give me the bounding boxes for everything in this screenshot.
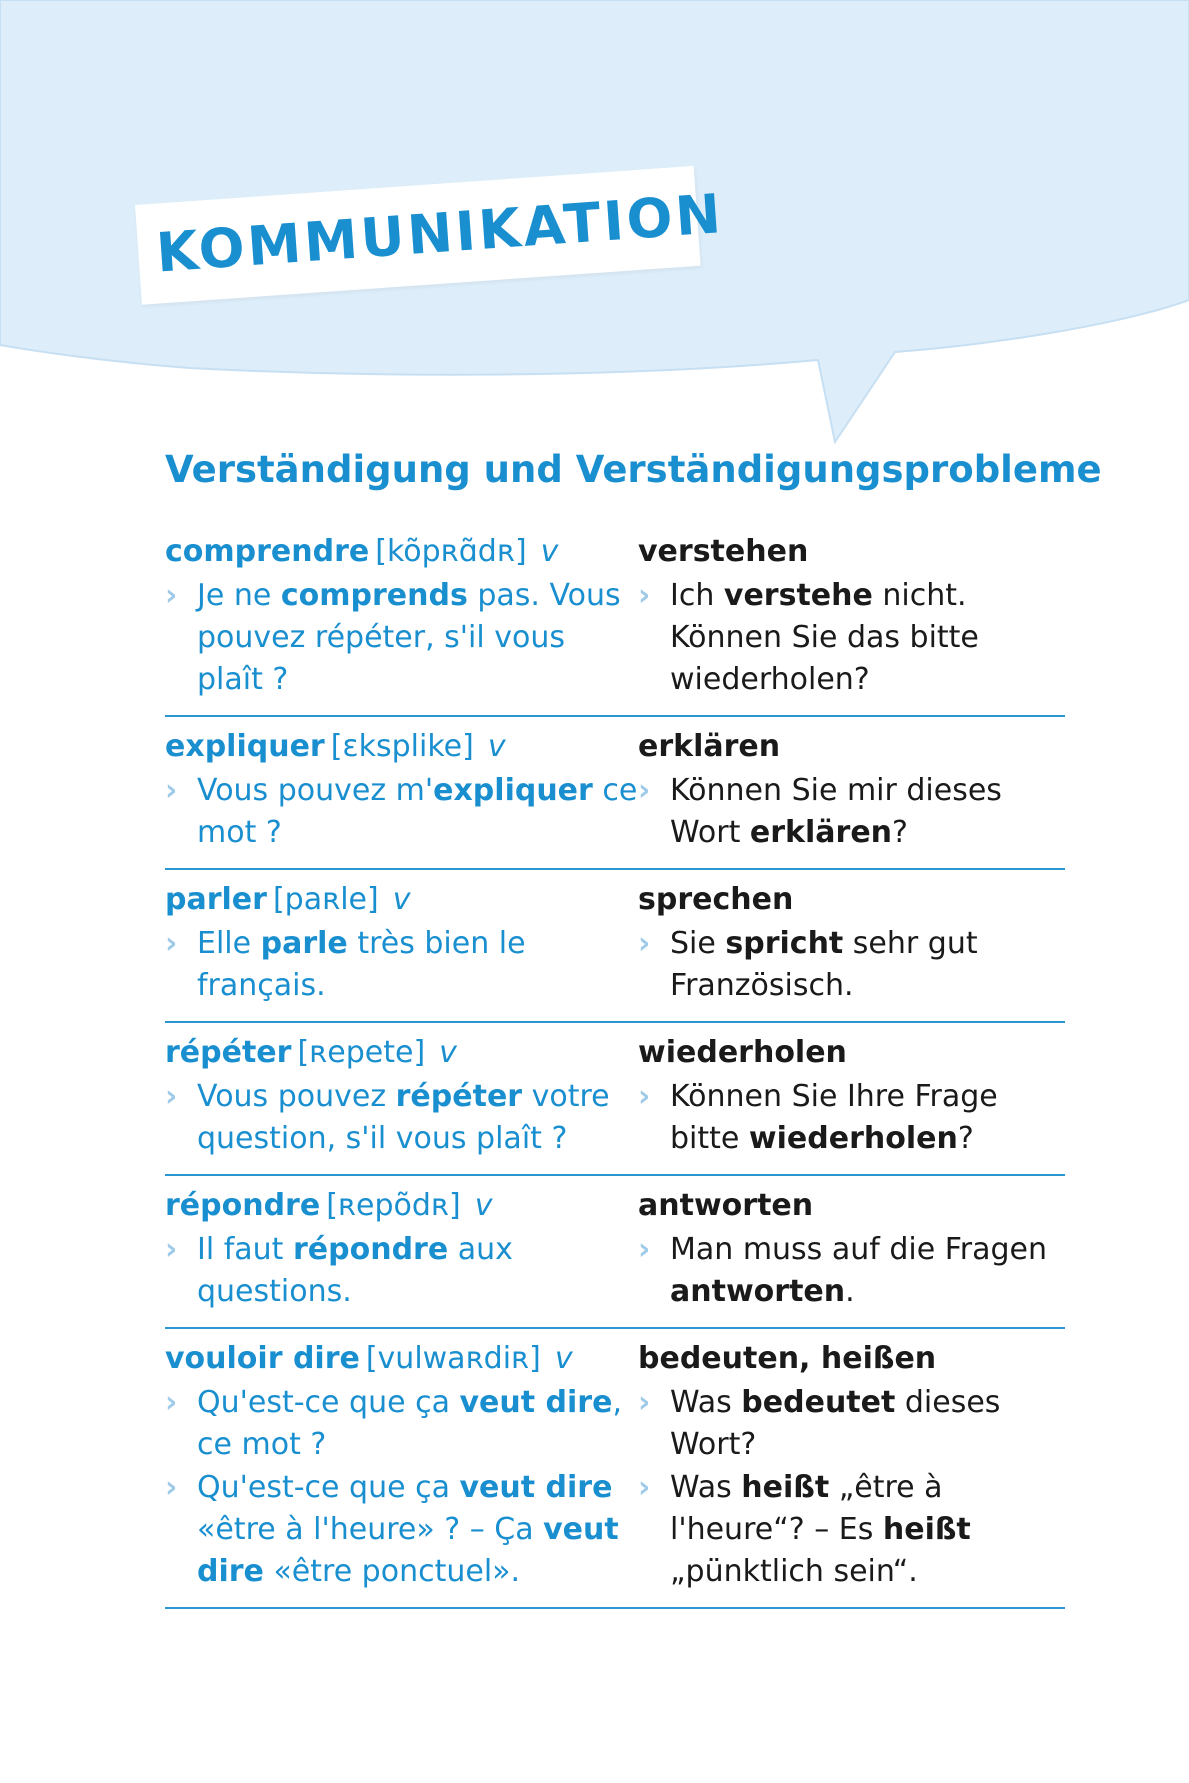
german-headword: sprechen [638, 882, 794, 917]
french-column [165, 530, 638, 701]
example-marker-icon: › [638, 926, 651, 961]
example-marker-icon: › [165, 578, 178, 613]
french-headword: comprendre [165, 534, 370, 569]
german-headword: bedeuten, heißen [638, 1341, 937, 1376]
part-of-speech: v [554, 1341, 573, 1376]
french-headword: répéter [165, 1035, 292, 1070]
german-example [638, 1076, 1065, 1160]
example-text: Ich [670, 578, 724, 613]
example-text: Elle [197, 926, 261, 961]
example-text: aux questions. [197, 1232, 513, 1309]
example-text: Qu'est-ce que ça [197, 1470, 460, 1505]
german-example [638, 1467, 1065, 1593]
example-marker-icon: › [165, 1385, 178, 1420]
example-marker-icon: › [165, 1232, 178, 1267]
french-headword-line [165, 1337, 638, 1381]
french-example [165, 923, 638, 1007]
highlighted-word: spricht [725, 926, 844, 961]
example-text: Vous pouvez m' [197, 773, 434, 808]
example-text: , ce mot ? [197, 1385, 622, 1462]
example-text: Vous pouvez [197, 1079, 396, 1114]
french-headword-line [165, 1031, 638, 1075]
highlighted-word: veut dire [197, 1512, 619, 1589]
example-marker-icon: › [165, 1470, 178, 1505]
example-text: Was [670, 1470, 742, 1505]
french-headword-line [165, 878, 638, 922]
german-column [638, 530, 1065, 701]
german-example [638, 1229, 1065, 1313]
german-example [638, 575, 1065, 701]
french-example [165, 1076, 638, 1160]
french-headword-line [165, 530, 638, 574]
vocab-entry [165, 717, 1065, 870]
example-text: Können Sie mir dieses Wort [670, 773, 1002, 850]
example-marker-icon: › [165, 1079, 178, 1114]
highlighted-word: erklären [749, 815, 893, 850]
part-of-speech: v [540, 534, 559, 569]
german-headword-line [638, 878, 1065, 922]
french-headword-line [165, 725, 638, 769]
french-example [165, 575, 638, 701]
vocab-entry [165, 530, 1065, 717]
french-example [165, 1229, 638, 1313]
french-headword-line [165, 1184, 638, 1228]
example-text: très bien le français. [197, 926, 526, 1003]
pronunciation: [vulwaʀdiʀ] [365, 1341, 541, 1376]
german-column [638, 878, 1065, 1007]
part-of-speech: v [392, 882, 411, 917]
highlighted-word: comprends [280, 578, 468, 613]
french-column [165, 1031, 638, 1160]
french-headword: vouloir dire [165, 1341, 360, 1376]
vocab-entry [165, 1176, 1065, 1329]
german-headword-line [638, 1184, 1065, 1228]
german-example [638, 1382, 1065, 1466]
pronunciation: [kõpʀɑ̃dʀ] [375, 534, 527, 569]
french-example [165, 1467, 638, 1593]
example-text: Qu'est-ce que ça [197, 1385, 460, 1420]
highlighted-word: verstehe [723, 578, 873, 613]
highlighted-word: bedeutet [741, 1385, 896, 1420]
highlighted-word: expliquer [433, 773, 593, 808]
example-marker-icon: › [638, 1470, 651, 1505]
vocab-entry [165, 870, 1065, 1023]
highlighted-word: antworten [670, 1274, 846, 1309]
french-column [165, 1337, 638, 1593]
french-headword: expliquer [165, 729, 325, 764]
vocab-entry [165, 1329, 1065, 1609]
example-text: sehr gut Französisch. [670, 926, 978, 1003]
example-text: ? [957, 1121, 974, 1156]
example-text: ce mot ? [197, 773, 638, 850]
example-text: Il faut [197, 1232, 293, 1267]
example-marker-icon: › [638, 1079, 651, 1114]
example-text: dieses Wort? [670, 1385, 1001, 1462]
german-column [638, 1337, 1065, 1593]
german-example [638, 770, 1065, 854]
example-text: pas. Vous pouvez répéter, s'il vous plaît ? [197, 578, 621, 697]
highlighted-word: heißt [882, 1512, 971, 1547]
part-of-speech: v [474, 1188, 493, 1223]
pronunciation: [ʀepete] [297, 1035, 426, 1070]
example-text: votre question, s'il vous plaît ? [197, 1079, 610, 1156]
german-column [638, 1031, 1065, 1160]
example-text: Je ne [197, 578, 281, 613]
example-marker-icon: › [638, 1232, 651, 1267]
french-example [165, 1382, 638, 1466]
example-text: nicht. Können Sie das bitte wiederholen? [670, 578, 979, 697]
highlighted-word: veut dire [459, 1470, 613, 1505]
german-column [638, 725, 1065, 854]
vocab-entry [165, 1023, 1065, 1176]
example-text: . [845, 1274, 855, 1309]
example-text: Man muss auf die Fragen [670, 1232, 1048, 1267]
german-headword: antworten [638, 1188, 814, 1223]
highlighted-word: répondre [292, 1232, 449, 1267]
part-of-speech: v [439, 1035, 457, 1070]
german-headword-line [638, 1337, 1065, 1381]
example-text: «être ponctuel». [263, 1554, 521, 1589]
part-of-speech: v [487, 729, 506, 764]
german-column [638, 1184, 1065, 1313]
vocabulary-list [165, 530, 1065, 1609]
german-headword: verstehen [638, 534, 809, 569]
french-headword: parler [165, 882, 267, 917]
highlighted-word: veut dire [459, 1385, 613, 1420]
german-headword: wiederholen [638, 1035, 847, 1070]
pronunciation: [ʀepõdʀ] [326, 1188, 461, 1223]
example-text: Können Sie Ihre Frage bitte [670, 1079, 998, 1156]
highlighted-word: répéter [395, 1079, 523, 1114]
example-text: Sie [670, 926, 726, 961]
pronunciation: [paʀle] [272, 882, 379, 917]
example-text: „pünktlich sein“. [670, 1554, 918, 1589]
pronunciation: [ɛksplike] [330, 729, 474, 764]
french-column [165, 878, 638, 1007]
page-title: KOMMUNIKATION [154, 182, 726, 285]
highlighted-word: parle [260, 926, 348, 961]
section-title: Verständigung und Verständigungsprobleme [165, 448, 1102, 491]
german-headword-line [638, 1031, 1065, 1075]
example-marker-icon: › [638, 773, 651, 808]
highlighted-word: wiederholen [748, 1121, 958, 1156]
example-marker-icon: › [165, 926, 178, 961]
example-text: „être à l'heure“? – Es [670, 1470, 943, 1547]
french-headword: répondre [165, 1188, 321, 1223]
french-column [165, 725, 638, 854]
example-marker-icon: › [638, 1385, 651, 1420]
example-text: «être à l'heure» ? – Ça [197, 1512, 544, 1547]
german-headword-line [638, 725, 1065, 769]
french-example [165, 770, 638, 854]
example-text: Was [670, 1385, 742, 1420]
example-text: ? [892, 815, 908, 850]
french-column [165, 1184, 638, 1313]
german-headword: erklären [638, 729, 781, 764]
example-marker-icon: › [165, 773, 178, 808]
example-marker-icon: › [638, 578, 651, 613]
german-headword-line [638, 530, 1065, 574]
german-example [638, 923, 1065, 1007]
highlighted-word: heißt [741, 1470, 830, 1505]
